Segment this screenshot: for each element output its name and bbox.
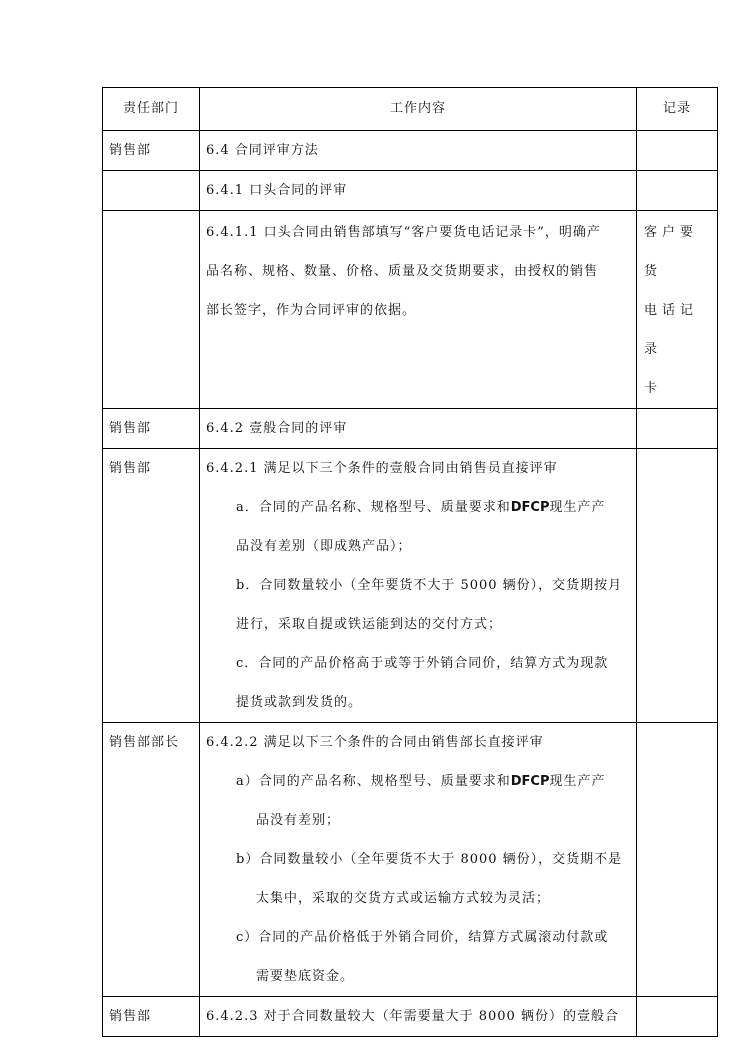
- row-content: 6.4.1 口头合同的评审: [200, 171, 637, 211]
- row-dept: 销售部: [103, 131, 200, 171]
- row-content: 6.4 合同评审方法: [200, 131, 637, 171]
- row-record: [637, 409, 718, 449]
- row-dept: [103, 171, 200, 211]
- row-record: [637, 131, 718, 171]
- table-row: [103, 131, 718, 171]
- row-dept: 销售部: [103, 409, 200, 449]
- row-dept: 销售部部长: [103, 723, 200, 997]
- row-record: [637, 449, 718, 723]
- row-record: [637, 171, 718, 211]
- table-row: [103, 449, 718, 723]
- row-content: 6.4.2.1 满足以下三个条件的壹般合同由销售员直接评审 a．合同的产品名称、规格型号、质量要求和DFCP现生产产 品没有差别（即成熟产品）； b．合同数量较小（全年要货不大于 5000 辆份），交货期按月 进行，采取自提或铁运能到达的交付方式； c．合同的产品价格高于或等于外销合同价，结算方式为现款 提货或款到发货的。: [200, 449, 637, 723]
- row-dept: 销售部: [103, 449, 200, 723]
- table-header-row: [103, 88, 718, 131]
- table-row: [103, 997, 718, 1037]
- row-record: 客户要货 电话记录 卡: [637, 211, 718, 409]
- row-dept: 销售部: [103, 997, 200, 1037]
- header-content: 工作内容: [200, 88, 637, 131]
- table-row: [103, 171, 718, 211]
- table-row: [103, 211, 718, 409]
- requirements-table: [102, 87, 718, 1037]
- table-row: [103, 723, 718, 997]
- row-record: [637, 723, 718, 997]
- row-dept: [103, 211, 200, 409]
- row-content: 6.4.2 壹般合同的评审: [200, 409, 637, 449]
- header-record: 记录: [637, 88, 718, 131]
- row-record: [637, 997, 718, 1037]
- table-row: [103, 409, 718, 449]
- row-content: 6.4.1.1 口头合同由销售部填写“客户要货电话记录卡”，明确产 品名称、规格、数量、价格、质量及交货期要求，由授权的销售 部长签字，作为合同评审的依据。: [200, 211, 637, 409]
- header-dept: 责任部门: [103, 88, 200, 131]
- row-content: 6.4.2.2 满足以下三个条件的合同由销售部长直接评审 a）合同的产品名称、规格型号、质量要求和DFCP现生产产 品没有差别； b）合同数量较小（全年要货不大于 8000 辆份），交货期不是 太集中，采取的交货方式或运输方式较为灵活； c）合同的产品价格低于外销合同价，结算方式属滚动付款或 需要垫底资金。: [200, 723, 637, 997]
- row-content: 6.4.2.3 对于合同数量较大（年需要量大于 8000 辆份）的壹般合: [200, 997, 637, 1037]
